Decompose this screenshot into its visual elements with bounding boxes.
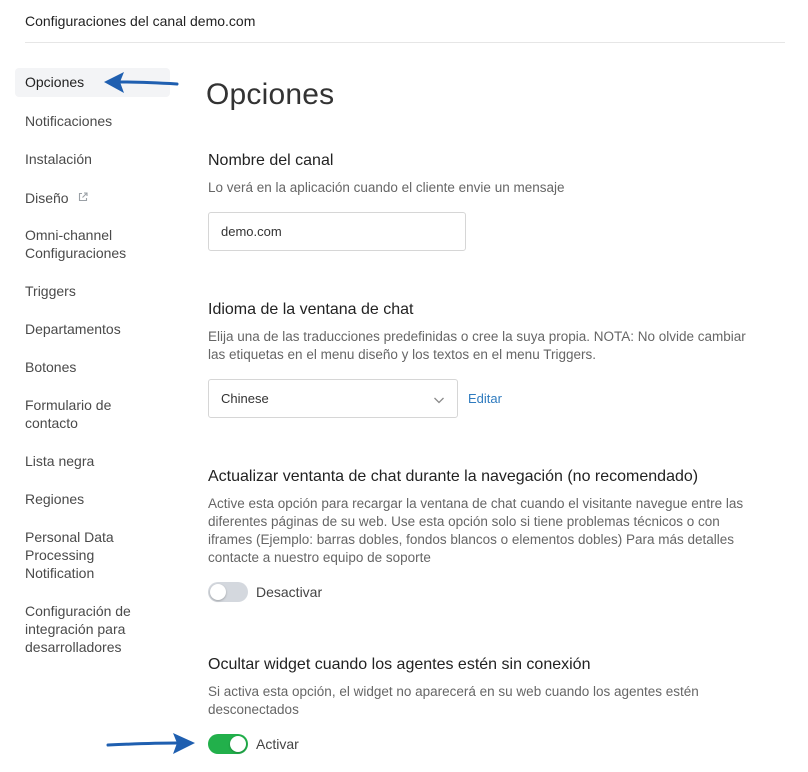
sidebar-item-botones[interactable]: [15, 358, 170, 376]
sidebar-item-integracion[interactable]: [15, 602, 145, 656]
sidebar-item-notificaciones[interactable]: [15, 112, 170, 130]
sidebar-item-label: Omni-channel Configuraciones: [25, 227, 127, 261]
sidebar-item-triggers[interactable]: [15, 282, 170, 300]
sidebar-item-label: Botones: [25, 359, 77, 375]
sidebar-item-regiones[interactable]: [15, 490, 170, 508]
external-link-icon: [78, 188, 88, 206]
sidebar-item-label: Diseño: [25, 190, 69, 206]
toggle-knob: [230, 736, 246, 752]
chevron-down-icon: [433, 393, 445, 411]
refresh-desc: Active esta opción para recargar la ventana de chat cuando el visitante navegue entre las diferentes páginas de su web. Use esta opción solo si tiene problemas técnicos o con iframes (Ejemplo: barras dobles, fondos blancos o elementos dobles) Para más detalles contacte a nuestro equipo de soporte: [208, 496, 744, 565]
hide-widget-desc: Si activa esta opción, el widget no aparecerá en su web cuando los agentes estén desconectados: [208, 684, 699, 717]
sidebar-item-label: Notificaciones: [25, 113, 113, 129]
page-title: Opciones: [206, 78, 335, 111]
sidebar-item-label: Departamentos: [25, 321, 121, 337]
sidebar-item-formulario[interactable]: [15, 396, 145, 432]
refresh-title: Actualizar ventanta de chat durante la navegación (no recomendado): [208, 468, 699, 485]
language-desc: Elija una de las traducciones predefinidas o cree la suya propia. NOTA: No olvide cambiar las etiquetas en el menu diseño y los textos en el menu Triggers.: [208, 329, 746, 362]
channel-name-desc: Lo verá en la aplicación cuando el cliente envie un mensaje: [208, 180, 565, 195]
sidebar-item-omni-channel[interactable]: [15, 226, 165, 262]
toggle-knob: [210, 584, 226, 600]
sidebar-item-label: Triggers: [25, 283, 76, 299]
hide-widget-toggle-label: Activar: [256, 736, 299, 752]
header-title: Configuraciones del canal demo.com: [25, 13, 256, 29]
sidebar-item-departamentos[interactable]: [15, 320, 170, 338]
main-content: [208, 0, 788, 772]
sidebar-item-label: Regiones: [25, 491, 85, 507]
refresh-toggle[interactable]: [208, 582, 248, 602]
sidebar-item-label: Personal Data Processing Notification: [25, 529, 114, 581]
language-select[interactable]: [208, 379, 458, 418]
language-select-value: Chinese: [221, 391, 269, 406]
refresh-toggle-label: Desactivar: [256, 584, 323, 600]
sidebar-item-label: Formulario de contacto: [25, 397, 112, 431]
edit-language-link[interactable]: Editar: [468, 391, 502, 406]
sidebar-item-diseno[interactable]: [15, 188, 170, 207]
sidebar-item-label: Lista negra: [25, 453, 95, 469]
sidebar-item-label: Configuración de integración para desarrolladores: [25, 603, 131, 655]
sidebar-item-lista-negra[interactable]: [15, 452, 170, 470]
sidebar-item-instalacion[interactable]: [15, 150, 170, 168]
hide-widget-toggle[interactable]: [208, 734, 248, 754]
sidebar-item-label: Instalación: [25, 151, 92, 167]
channel-name-input[interactable]: [208, 212, 466, 251]
annotation-arrow-icon: [105, 730, 197, 760]
channel-name-title: Nombre del canal: [208, 152, 334, 169]
sidebar-item-personal-data[interactable]: [15, 528, 137, 582]
language-title: Idioma de la ventana de chat: [208, 301, 414, 318]
hide-widget-title: Ocultar widget cuando los agentes estén sin conexión: [208, 656, 591, 673]
annotation-arrow-icon: [100, 68, 180, 98]
sidebar-item-label: Opciones: [25, 74, 85, 90]
